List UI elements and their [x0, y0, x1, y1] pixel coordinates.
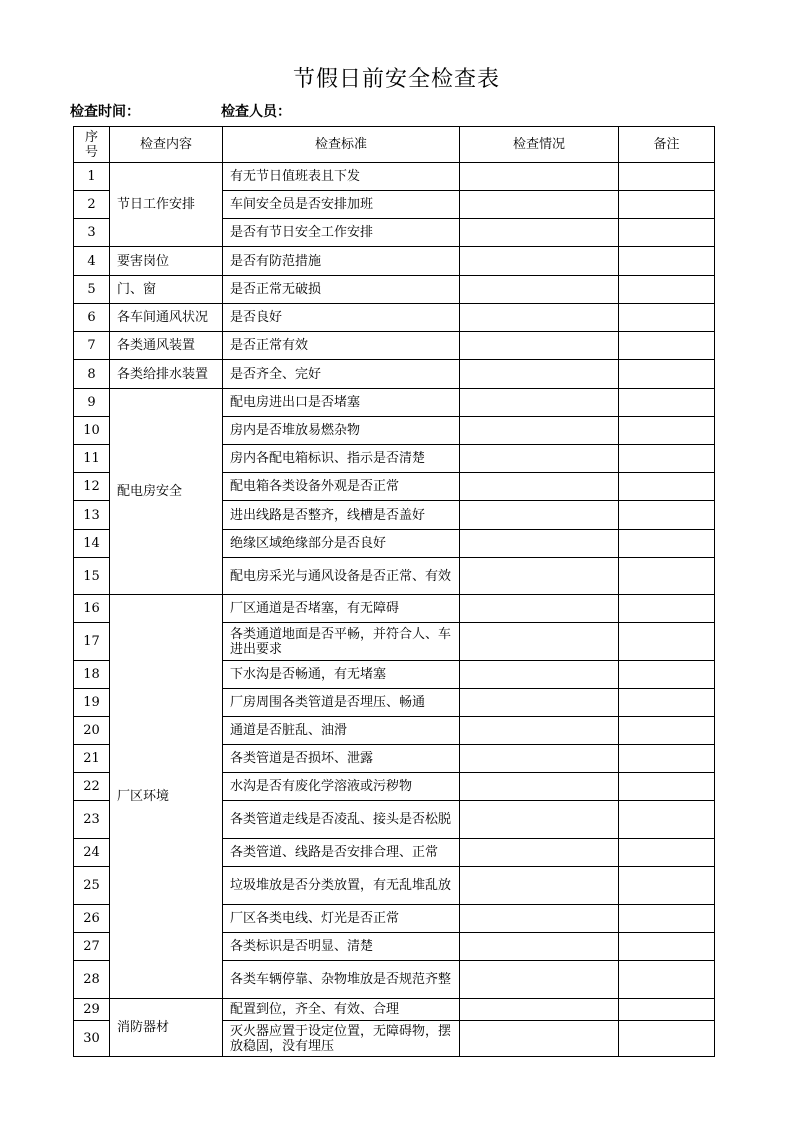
- row-number: 28: [74, 961, 110, 999]
- check-standard: 是否正常无破损: [223, 276, 460, 304]
- check-status-cell[interactable]: [460, 905, 619, 933]
- check-standard: 是否正常有效: [223, 332, 460, 360]
- check-standard: 厂区各类电线、灯光是否正常: [223, 905, 460, 933]
- check-status-cell[interactable]: [460, 191, 619, 219]
- row-number: 2: [74, 191, 110, 219]
- row-number: 16: [74, 595, 110, 623]
- check-status-cell[interactable]: [460, 717, 619, 745]
- remark-cell[interactable]: [619, 219, 715, 247]
- row-number: 22: [74, 773, 110, 801]
- check-content-category: 消防器材: [110, 999, 223, 1057]
- row-number: 15: [74, 558, 110, 595]
- row-number: 24: [74, 839, 110, 867]
- row-number: 6: [74, 304, 110, 332]
- table-row: [74, 595, 715, 623]
- table-row: [74, 163, 715, 191]
- row-number: 19: [74, 689, 110, 717]
- row-number: 27: [74, 933, 110, 961]
- remark-cell[interactable]: [619, 689, 715, 717]
- check-content-category: 节日工作安排: [110, 163, 223, 247]
- remark-cell[interactable]: [619, 332, 715, 360]
- check-status-cell[interactable]: [460, 247, 619, 276]
- remark-cell[interactable]: [619, 501, 715, 530]
- check-standard: 垃圾堆放是否分类放置，有无乱堆乱放: [223, 867, 460, 905]
- check-status-cell[interactable]: [460, 445, 619, 473]
- row-number: 12: [74, 473, 110, 501]
- header-seq-line1: 序: [84, 129, 98, 145]
- table-row: [74, 360, 715, 389]
- check-status-cell[interactable]: [460, 360, 619, 389]
- header-remark: 备注: [619, 127, 715, 163]
- row-number: 7: [74, 332, 110, 360]
- check-status-cell[interactable]: [460, 745, 619, 773]
- check-status-cell[interactable]: [460, 773, 619, 801]
- row-number: 10: [74, 417, 110, 445]
- row-number: 11: [74, 445, 110, 473]
- check-content-category: 配电房安全: [110, 389, 223, 595]
- row-number: 29: [74, 999, 110, 1021]
- check-content-category: 各车间通风状况: [110, 304, 223, 332]
- row-number: 21: [74, 745, 110, 773]
- remark-cell[interactable]: [619, 961, 715, 999]
- remark-cell[interactable]: [619, 247, 715, 276]
- check-standard: 有无节日值班表且下发: [223, 163, 460, 191]
- check-status-cell[interactable]: [460, 558, 619, 595]
- header-seq-line2: 号: [84, 144, 98, 160]
- check-status-cell[interactable]: [460, 999, 619, 1021]
- table-row: [74, 999, 715, 1021]
- remark-cell[interactable]: [619, 558, 715, 595]
- row-number: 8: [74, 360, 110, 389]
- remark-cell[interactable]: [619, 867, 715, 905]
- check-standard: 灭火器应置于设定位置，无障碍物，摆放稳固，没有埋压: [223, 1021, 460, 1057]
- table-row: [74, 276, 715, 304]
- table-row: [74, 332, 715, 360]
- row-number: 23: [74, 801, 110, 839]
- remark-cell[interactable]: [619, 839, 715, 867]
- check-standard: 是否有防范措施: [223, 247, 460, 276]
- header-content: 检查内容: [110, 127, 223, 163]
- row-number: 17: [74, 623, 110, 661]
- check-standard: 配电箱各类设备外观是否正常: [223, 473, 460, 501]
- header-standard: 检查标准: [223, 127, 460, 163]
- check-standard: 房内是否堆放易燃杂物: [223, 417, 460, 445]
- remark-cell[interactable]: [619, 801, 715, 839]
- remark-cell[interactable]: [619, 745, 715, 773]
- check-standard: 是否良好: [223, 304, 460, 332]
- check-content-category: 厂区环境: [110, 595, 223, 999]
- check-content-category: 各类给排水装置: [110, 360, 223, 389]
- check-standard: 水沟是否有废化学溶液或污秽物: [223, 773, 460, 801]
- remark-cell[interactable]: [619, 595, 715, 623]
- check-standard: 配电房进出口是否堵塞: [223, 389, 460, 417]
- remark-cell[interactable]: [619, 530, 715, 558]
- table-row: [74, 389, 715, 417]
- check-status-cell[interactable]: [460, 276, 619, 304]
- check-standard: 各类车辆停靠、杂物堆放是否规范齐整: [223, 961, 460, 999]
- check-status-cell[interactable]: [460, 473, 619, 501]
- check-status-cell[interactable]: [460, 867, 619, 905]
- header-seq: [74, 127, 110, 163]
- header-status: 检查情况: [460, 127, 619, 163]
- remark-cell[interactable]: [619, 999, 715, 1021]
- check-standard: 绝缘区域绝缘部分是否良好: [223, 530, 460, 558]
- table-row: [74, 304, 715, 332]
- check-standard: 进出线路是否整齐，线槽是否盖好: [223, 501, 460, 530]
- remark-cell[interactable]: [619, 163, 715, 191]
- remark-cell[interactable]: [619, 661, 715, 689]
- remark-cell[interactable]: [619, 276, 715, 304]
- inspection-time-label: 检查时间：: [70, 104, 140, 120]
- check-status-cell[interactable]: [460, 801, 619, 839]
- table-row: [74, 247, 715, 276]
- remark-cell[interactable]: [619, 473, 715, 501]
- check-content-category: 门、窗: [110, 276, 223, 304]
- check-standard: 是否齐全、完好: [223, 360, 460, 389]
- check-standard: 各类管道、线路是否安排合理、正常: [223, 839, 460, 867]
- remark-cell[interactable]: [619, 191, 715, 219]
- check-standard: 车间安全员是否安排加班: [223, 191, 460, 219]
- check-standard: 厂区通道是否堵塞，有无障碍: [223, 595, 460, 623]
- check-status-cell[interactable]: [460, 219, 619, 247]
- check-status-cell[interactable]: [460, 839, 619, 867]
- check-status-cell[interactable]: [460, 332, 619, 360]
- remark-cell[interactable]: [619, 417, 715, 445]
- check-status-cell[interactable]: [460, 661, 619, 689]
- remark-cell[interactable]: [619, 360, 715, 389]
- safety-checklist-table: [73, 126, 715, 1057]
- row-number: 5: [74, 276, 110, 304]
- row-number: 14: [74, 530, 110, 558]
- check-standard: 下水沟是否畅通，有无堵塞: [223, 661, 460, 689]
- check-status-cell[interactable]: [460, 501, 619, 530]
- remark-cell[interactable]: [619, 773, 715, 801]
- remark-cell[interactable]: [619, 1021, 715, 1057]
- check-standard: 配电房采光与通风设备是否正常、有效: [223, 558, 460, 595]
- row-number: 26: [74, 905, 110, 933]
- remark-cell[interactable]: [619, 905, 715, 933]
- check-standard: 通道是否脏乱、油滑: [223, 717, 460, 745]
- check-standard: 各类标识是否明显、清楚: [223, 933, 460, 961]
- remark-cell[interactable]: [619, 933, 715, 961]
- check-status-cell[interactable]: [460, 689, 619, 717]
- table-header-row: [74, 127, 715, 163]
- check-status-cell[interactable]: [460, 933, 619, 961]
- check-status-cell[interactable]: [460, 304, 619, 332]
- check-status-cell[interactable]: [460, 163, 619, 191]
- check-standard: 配置到位，齐全、有效、合理: [223, 999, 460, 1021]
- check-status-cell[interactable]: [460, 530, 619, 558]
- table-body: [74, 163, 715, 1057]
- row-number: 18: [74, 661, 110, 689]
- remark-cell[interactable]: [619, 304, 715, 332]
- check-standard: 是否有节日安全工作安排: [223, 219, 460, 247]
- inspector-label: 检查人员：: [221, 104, 291, 120]
- check-content-category: 各类通风装置: [110, 332, 223, 360]
- row-number: 25: [74, 867, 110, 905]
- check-status-cell[interactable]: [460, 623, 619, 661]
- check-standard: 厂房周围各类管道是否埋压、畅通: [223, 689, 460, 717]
- row-number: 30: [74, 1021, 110, 1057]
- check-status-cell[interactable]: [460, 595, 619, 623]
- page-title: 节假日前安全检查表: [292, 67, 500, 92]
- check-status-cell[interactable]: [460, 1021, 619, 1057]
- row-number: 20: [74, 717, 110, 745]
- check-status-cell[interactable]: [460, 417, 619, 445]
- row-number: 1: [74, 163, 110, 191]
- check-status-cell[interactable]: [460, 389, 619, 417]
- remark-cell[interactable]: [619, 623, 715, 661]
- check-content-category: 要害岗位: [110, 247, 223, 276]
- remark-cell[interactable]: [619, 389, 715, 417]
- row-number: 9: [74, 389, 110, 417]
- row-number: 3: [74, 219, 110, 247]
- row-number: 13: [74, 501, 110, 530]
- check-standard: 各类管道走线是否凌乱、接头是否松脱: [223, 801, 460, 839]
- remark-cell[interactable]: [619, 717, 715, 745]
- check-standard: 房内各配电箱标识、指示是否清楚: [223, 445, 460, 473]
- check-standard: 各类管道是否损坏、泄露: [223, 745, 460, 773]
- check-status-cell[interactable]: [460, 961, 619, 999]
- check-standard: 各类通道地面是否平畅，并符合人、车进出要求: [223, 623, 460, 661]
- row-number: 4: [74, 247, 110, 276]
- remark-cell[interactable]: [619, 445, 715, 473]
